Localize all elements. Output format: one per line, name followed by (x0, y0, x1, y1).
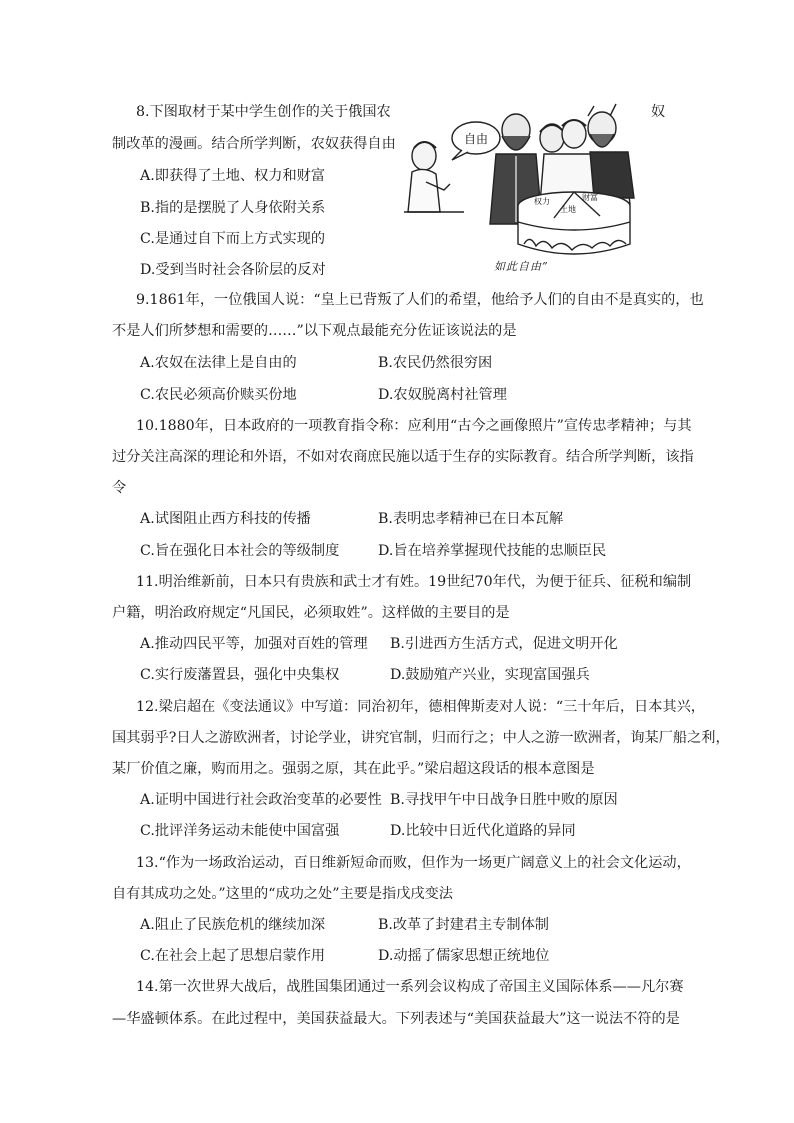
q13-option-b: B.改革了封建君主专制体制 (378, 917, 549, 933)
q11-stem-line-2: 户籍，明治政府规定“凡国民，必须取姓”。这样做的主要目的是 (112, 605, 510, 621)
q14-stem-line-1: 14.第一次世界大战后，战胜国集团通过一系列会议构成了帝国主义国际体系——凡尔赛 (136, 979, 684, 995)
q9-stem-line-2: 不是人们所梦想和需要的……”以下观点最能充分佐证该说法的是 (112, 323, 517, 339)
q8-option-b: B.指的是摆脱了人身依附关系 (140, 200, 326, 216)
cartoon-caption: 如此自由” (494, 260, 549, 273)
cartoon-bubble-text: 自由 (464, 132, 489, 146)
q12-option-a: A.证明中国进行社会政治变革的必要性 (140, 792, 382, 808)
q12-option-b: B.寻找甲午中日战争日胜中败的原因 (390, 792, 618, 808)
serf-reform-cartoon (404, 94, 640, 280)
cake-label-wealth: 财富 (582, 193, 598, 202)
cake-label-power: 权力 (534, 197, 550, 206)
q8-option-d: D.受到当时社会各阶层的反对 (140, 262, 326, 278)
q12-option-d: D.比较中日近代化道路的异同 (390, 823, 576, 839)
q12-stem-line-2: 国其弱乎?日人之游欧洲者，讨论学业，讲究官制，归而行之；中人之游一欧洲者，询某厂船之利， (112, 730, 730, 746)
q14-stem-line-2: —华盛顿体系。在此过程中，美国获益最大。下列表述与“美国获益最大”这一说法不符的是 (112, 1011, 680, 1027)
q8-option-a: A.即获得了土地、权力和财富 (140, 168, 326, 184)
q8-stem-line-2: 制改革的漫画。结合所学判断，农奴获得自由 (112, 136, 396, 152)
q10-option-b: B.表明忠孝精神已在日本瓦解 (378, 511, 564, 527)
q9-option-a: A.农奴在法律上是自由的 (140, 355, 297, 371)
q12-stem-line-1: 12.梁启超在《变法通议》中写道：同治初年，德相俾斯麦对人说：“三十年后，日本其兴， (136, 699, 705, 715)
q10-option-d: D.旨在培养掌握现代技能的忠顺臣民 (378, 543, 607, 559)
q8-stem-line-1-end: 奴 (651, 104, 666, 120)
q10-stem-line-3: 令 (112, 480, 127, 496)
q11-option-d: D.鼓励殖产兴业，实现富国强兵 (390, 667, 590, 683)
q10-stem-line-1: 10.1880年，日本政府的一项教育指令称：应利用“古今之画像照片”宣传忠孝精神；与其 (136, 418, 692, 434)
q11-option-b: B.引进西方生活方式，促进文明开化 (390, 636, 618, 652)
q8-stem-line-1: 8.下图取材于某中学生创作的关于俄国农 (136, 104, 391, 120)
q12-option-c: C.批评洋务运动未能使中国富强 (140, 823, 340, 839)
q13-stem-line-2: 自有其成功之处。”这里的“成功之处”主要是指戊戌变法 (112, 886, 453, 902)
q10-option-c: C.旨在强化日本社会的等级制度 (140, 543, 340, 559)
q8-option-c: C.是通过自下而上方式实现的 (140, 231, 326, 247)
q9-option-c: C.农民必须高价赎买份地 (140, 387, 297, 403)
q13-option-c: C.在社会上起了思想启蒙作用 (140, 948, 326, 964)
q10-stem-line-2: 过分关注高深的理论和外语，不如对农商庶民施以适于生存的实际教育。结合所学判断，该指 (112, 449, 694, 465)
q10-option-a: A.试图阻止西方科技的传播 (140, 511, 311, 527)
q9-option-d: D.农奴脱离村社管理 (378, 387, 507, 403)
q11-option-c: C.实行废藩置县，强化中央集权 (140, 667, 340, 683)
q13-option-a: A.阻止了民族危机的继续加深 (140, 917, 326, 933)
q9-option-b: B.农民仍然很穷困 (378, 355, 493, 371)
q9-stem-line-1: 9.1861年，一位俄国人说：“皇上已背叛了人们的希望，他给予人们的自由不是真实的，也 (136, 292, 704, 308)
q13-stem-line-1: 13.“作为一场政治运动，百日维新短命而败，但作为一场更广阔意义上的社会文化运动， (136, 855, 691, 871)
q12-stem-line-3: 某厂价值之廉，购而用之。强弱之原，其在此乎。”梁启超这段话的根本意图是 (112, 761, 595, 777)
q11-option-a: A.推动四民平等，加强对百姓的管理 (140, 636, 368, 652)
q11-stem-line-1: 11.明治维新前，日本只有贵族和武士才有姓。19世纪70年代，为便于征兵、征税和编制 (136, 574, 692, 590)
q13-option-d: D.动摇了儒家思想正统地位 (378, 948, 550, 964)
cake-label-land: 土地 (560, 205, 576, 214)
